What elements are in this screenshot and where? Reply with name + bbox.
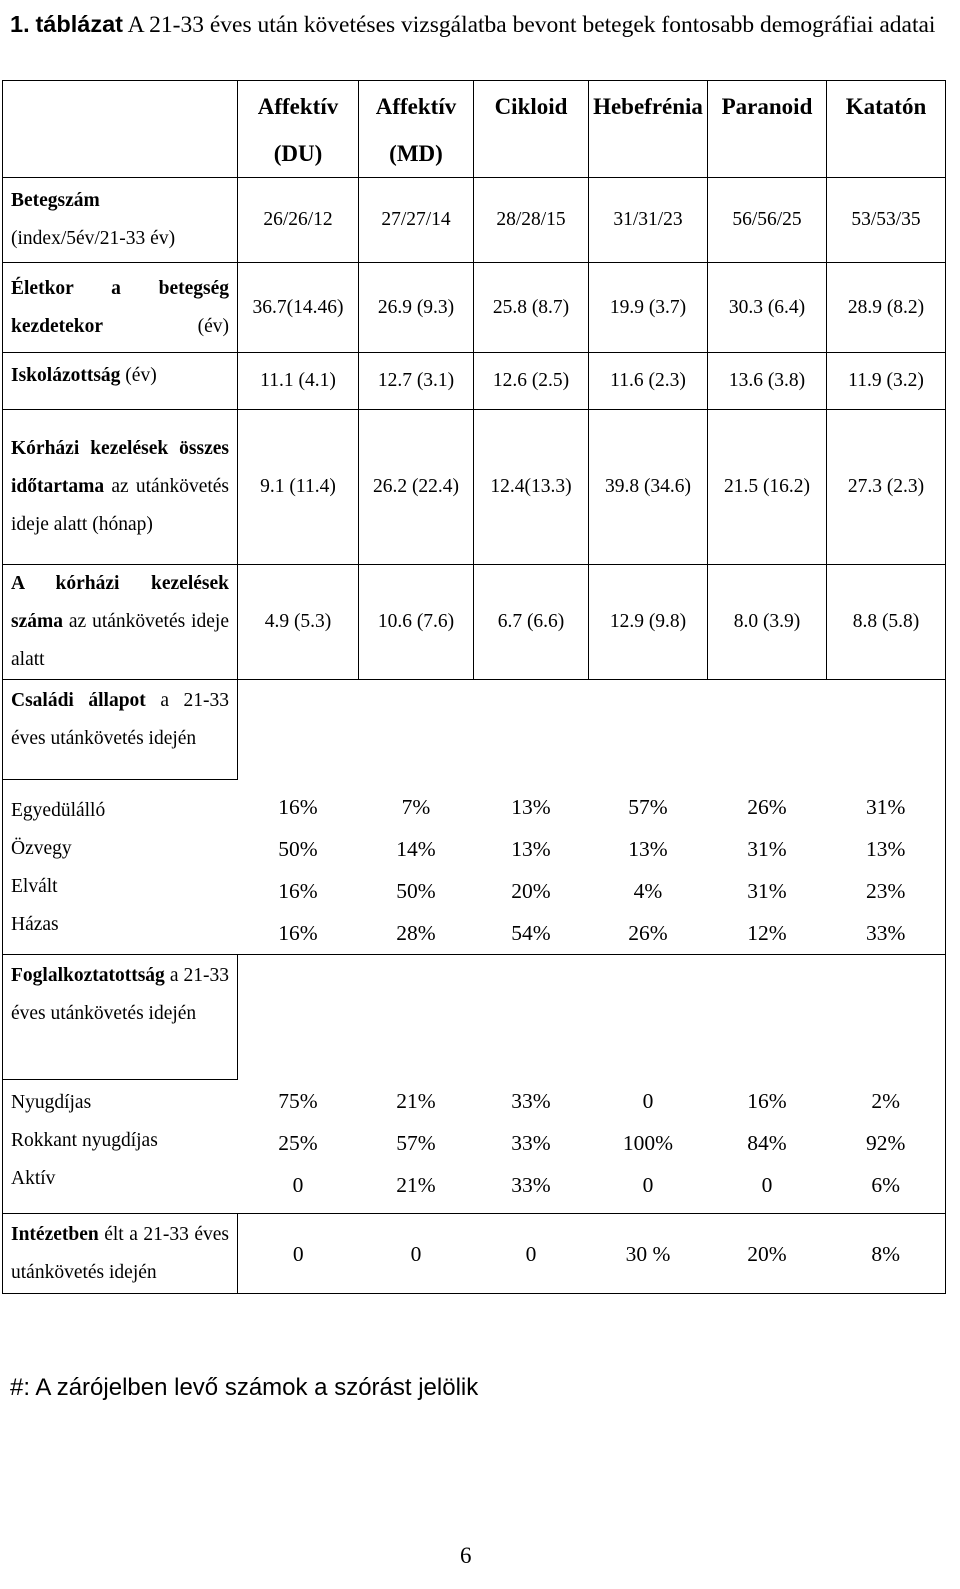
list-item: Rokkant nyugdíjas [11,1130,158,1151]
table-cell: 21% 57% 21% [359,1080,474,1214]
table-row [3,565,946,680]
table-cell: 36.7(14.46) [238,263,359,353]
table-cell: 26/26/12 [238,178,359,263]
table-cell: 11.6 (2.3) [589,353,708,410]
table-cell: 26.9 (9.3) [359,263,474,353]
row-label: Iskolázottság (év) [3,353,238,410]
column-header: Affektív (DU) [238,81,359,178]
table-cell: 30 % [589,1214,708,1294]
table-cell: 11.9 (3.2) [827,353,946,410]
caption-number: 1. [10,11,30,37]
list-item: Egyedülálló [11,800,106,821]
column-header: Katatón [827,81,946,178]
table-cell: 12.9 (9.8) [589,565,708,680]
table-cell: 10.6 (7.6) [359,565,474,680]
table-cell: 21.5 (16.2) [708,410,827,565]
footnote: #: A zárójelben levő számok a szórást jelölik [10,1374,479,1401]
row-label: Foglalkoztatottság a 21-33 éves utánkövetés idején [3,955,238,1080]
table-cell: 57% 13% 4% 26% [589,780,708,955]
table-row [3,1214,946,1294]
row-label: Intézetben élt a 21-33 éves utánkövetés idején [3,1214,238,1294]
table-cell: 0 [359,1214,474,1294]
page-number: 6 [460,1543,472,1568]
table-cell: 26.2 (22.4) [359,410,474,565]
table-row [3,263,946,353]
table-cell: 16% 84% 0 [708,1080,827,1214]
table-cell: 13% 13% 20% 54% [474,780,589,955]
column-header: Cikloid [474,81,589,178]
row-label: Betegszám (index/5év/21-33 év) [3,178,238,263]
table-cell: 12.6 (2.5) [474,353,589,410]
column-header: Paranoid [708,81,827,178]
table-cell: 30.3 (6.4) [708,263,827,353]
table-cell: 9.1 (11.4) [238,410,359,565]
table-cell: 12.4(13.3) [474,410,589,565]
table-cell: 8.0 (3.9) [708,565,827,680]
table-cell: 13.6 (3.8) [708,353,827,410]
table-caption [10,6,945,44]
list-item: Aktív [11,1168,56,1189]
table-row [3,955,946,1080]
table-cell: 0 100% 0 [589,1080,708,1214]
table-cell: 25.8 (8.7) [474,263,589,353]
table-cell: 16% 50% 16% 16% [238,780,359,955]
column-header: Hebefrénia [589,81,708,178]
table-cell: 8% [827,1214,946,1294]
table-cell: 56/56/25 [708,178,827,263]
table-row [3,353,946,410]
table-cell: 33% 33% 33% [474,1080,589,1214]
caption-text: A 21-33 éves után követéses vizsgálatba bevont betegek fontosabb demográfiai adatai [127,12,936,38]
row-label: Életkor a betegség kezdetekor (év) [3,263,238,353]
table-cell: 39.8 (34.6) [589,410,708,565]
table-row [3,1080,946,1214]
list-item: Elvált [11,876,58,897]
table-cell: 8.8 (5.8) [827,565,946,680]
demographics-table [2,80,946,1294]
header-row [3,81,946,178]
table-row [3,780,946,955]
empty-cell [238,680,946,780]
table-cell: 26% 31% 31% 12% [708,780,827,955]
table-cell: 31/31/23 [589,178,708,263]
list-item: Özvegy [11,838,72,859]
table-cell: 19.9 (3.7) [589,263,708,353]
table-cell: 12.7 (3.1) [359,353,474,410]
caption-label: táblázat [35,11,123,37]
row-items [3,780,238,955]
table-cell: 53/53/35 [827,178,946,263]
table-cell: 4.9 (5.3) [238,565,359,680]
row-label: Családi állapot a 21-33 éves utánkövetés idején [3,680,238,780]
list-item: Nyugdíjas [11,1092,92,1113]
table-row [3,410,946,565]
header-corner [3,81,238,178]
column-header: Affektív (MD) [359,81,474,178]
table-cell: 27/27/14 [359,178,474,263]
table-cell: 28/28/15 [474,178,589,263]
table-cell: 0 [238,1214,359,1294]
table-cell: 7% 14% 50% 28% [359,780,474,955]
row-items [3,1080,238,1214]
table-row [3,680,946,780]
row-label: Kórházi kezelések összes időtartama az utánkövetés ideje alatt (hónap) [3,410,238,565]
table-cell: 31% 13% 23% 33% [827,780,946,955]
list-item: Házas [11,914,59,935]
table-cell: 20% [708,1214,827,1294]
table-cell: 27.3 (2.3) [827,410,946,565]
table-cell: 75% 25% 0 [238,1080,359,1214]
table-cell: 0 [474,1214,589,1294]
table-cell: 28.9 (8.2) [827,263,946,353]
table-row [3,178,946,263]
table-cell: 2% 92% 6% [827,1080,946,1214]
row-label: A kórházi kezelések száma az utánkövetés ideje alatt [3,565,238,680]
empty-cell [238,955,946,1080]
table-cell: 11.1 (4.1) [238,353,359,410]
table-cell: 6.7 (6.6) [474,565,589,680]
